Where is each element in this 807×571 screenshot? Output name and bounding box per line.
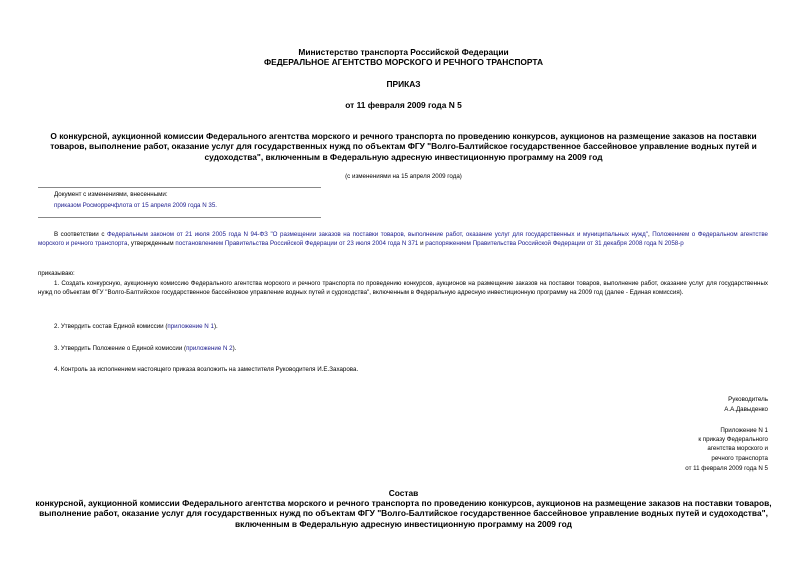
document-type: ПРИКАЗ [386, 79, 421, 89]
signature-position: Руководитель [728, 396, 768, 403]
item-1: 1. Создать конкурсную, аукционную комиссию Федерального агентства морского и речного транспорта по проведению конкурсов, аукционов на размещение заказов на поставки товаров, выполнение работ, оказание услуг для государственных нужд по объектам ФГУ "Волго-Балтийское государственное бассейновое управление водных путей и судоходства", включенным в Федеральную адресную инвестиционную программу на 2009 год (далее - Единая комиссия). [38, 280, 768, 296]
amendment-note: (с изменениями на 15 апреля 2009 года) [345, 173, 462, 180]
government-decree-link[interactable]: постановлением Правительства Российской Федерации от 23 июля 2004 года N 371 [175, 239, 419, 247]
item-2-end: ). [213, 323, 218, 330]
appendix-1-link[interactable]: приложение N 1 [167, 323, 214, 330]
agency-name: ФЕДЕРАЛЬНОЕ АГЕНТСТВО МОРСКОГО И РЕЧНОГО ТРАНСПОРТА [263, 57, 544, 67]
item-4: 4. Контроль за исполнением настоящего приказа возложить на заместителя Руководителя И.Е.Захарова. [54, 366, 359, 373]
appendix-line-5: от 11 февраля 2009 года N 5 [685, 465, 768, 472]
order-word: приказываю: [38, 270, 75, 277]
signature-name: А.А.Давыденко [724, 406, 768, 413]
document-date-number: от 11 февраля 2009 года N 5 [345, 100, 462, 110]
composition-heading: Состав [388, 488, 419, 498]
item-2-text: 2. Утвердить состав Единой комиссии ( [54, 323, 168, 330]
preamble-text-4: и [418, 239, 426, 247]
government-order-link[interactable]: распоряжением Правительства Российской Федерации от 31 декабря 2008 года N 2058-р [425, 239, 684, 247]
ministry-name: Министерство транспорта Российской Федерации [298, 47, 509, 57]
federal-law-link[interactable]: Федеральным законом от 21 июля 2005 года N 94-ФЗ "О размещении заказов на поставки товаров, выполнение работ, оказание услуг для государственных и муниципальных нужд" [106, 231, 648, 238]
preamble-paragraph [38, 231, 768, 248]
appendix-2-link[interactable]: приложение N 2 [186, 345, 233, 352]
composition-title: конкурсной, аукционной комиссии Федерального агентства морского и речного транспорта по проведению конкурсов, аукционов на размещение заказов на поставки товаров, выполнение работ, оказание услуг для государственных нужд по объектам ФГУ "Волго-Балтийское государственное бассейновое управление водных путей и судоходства", включенным в Федеральную адресную инвестиционную программу на 2009 год [35, 498, 772, 529]
preamble-text-3: , утвержденным [127, 239, 176, 247]
appendix-line-4: речного транспорта [711, 455, 768, 462]
item-3-text: 3. Утвердить Положение о Единой комиссии ( [54, 345, 187, 352]
document-title: О конкурсной, аукционной комиссии Федерального агентства морского и речного транспорта по проведению конкурсов, аукционов на размещение заказов на поставки товаров, выполнение работ, оказание услуг для государственных нужд по объектам ФГУ "Волго-Балтийское государственное бассейновое управление водных путей и судоходства", включенным в Федеральную адресную инвестиционную программу на 2009 год [50, 131, 757, 162]
appendix-line-1: Приложение N 1 [720, 427, 768, 434]
changes-box-top-rule [38, 187, 321, 188]
appendix-line-3: агентства морского и [707, 445, 768, 452]
preamble-text-2: , [648, 231, 653, 238]
item-3-end: ). [232, 345, 237, 352]
appendix-line-2: к приказу Федерального [698, 436, 768, 443]
changes-link[interactable]: приказом Росморречфлота от 15 апреля 2009 года N 35. [54, 202, 218, 209]
item-3 [54, 345, 236, 354]
agency-regulation-link[interactable]: Положением о Федеральном агентстве морского и речного транспорта [38, 231, 768, 247]
item-2 [54, 323, 218, 332]
changes-box-bottom-rule [38, 217, 321, 218]
changes-label: Документ с изменениями, внесенными: [54, 191, 168, 198]
preamble-text-1: В соответствии с [54, 231, 107, 238]
